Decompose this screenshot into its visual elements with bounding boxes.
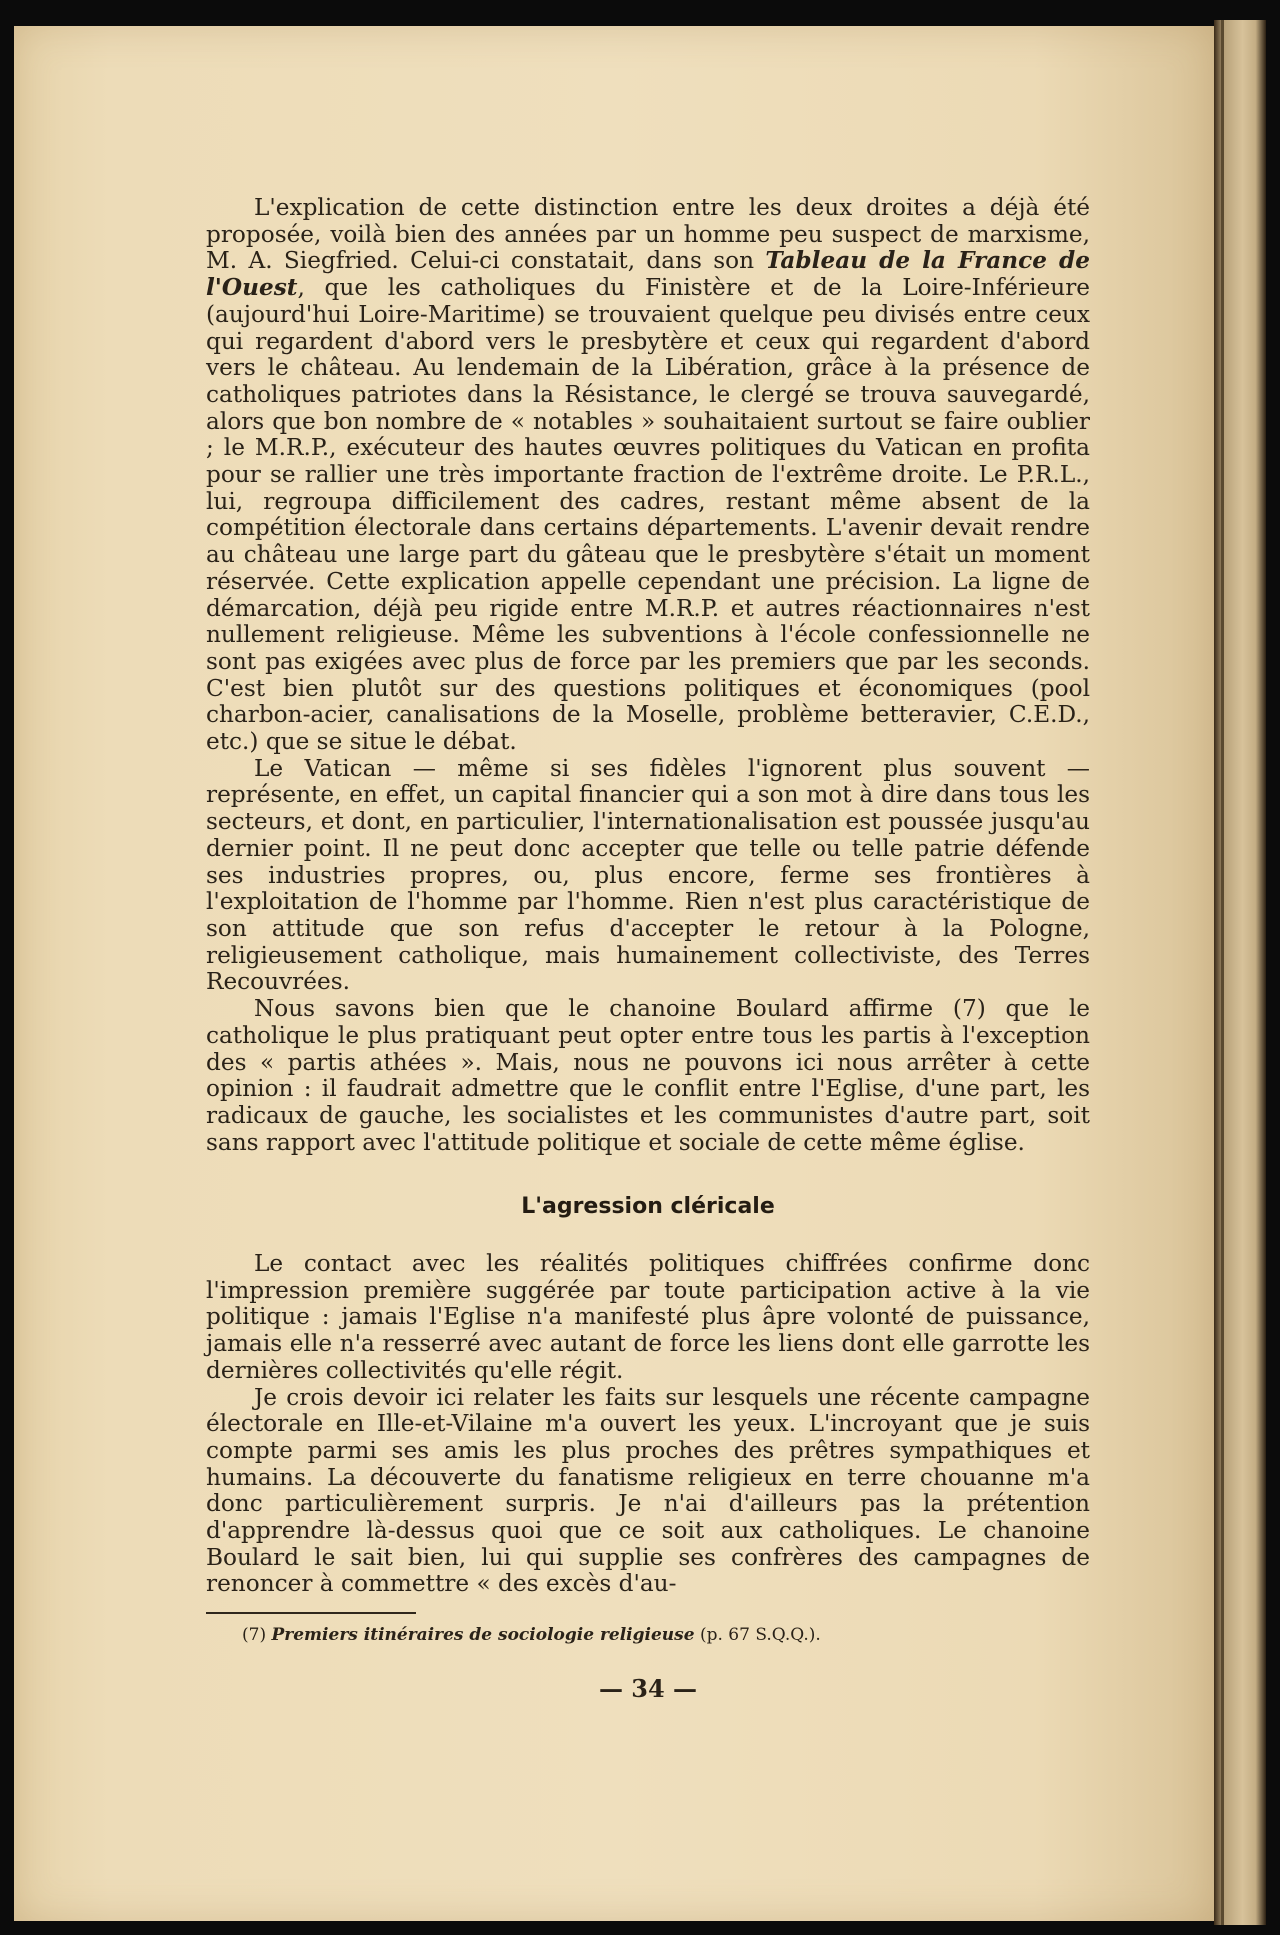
footnote-marker: (7) — [242, 1625, 267, 1646]
spine-edge — [1221, 20, 1224, 1925]
page-body — [206, 195, 1090, 1703]
paragraph-3: Nous savons bien que le chanoine Boulard affirme (7) que le catholique le plus pratiquant peut opter entre tous les partis à l'exception des « partis athées ». Mais, nous ne pouvons ici nous arrêter à cette opinion : il faudrait admettre que le conflit entre l'Eglise, d'une part, les radicaux de gauche, les socialistes et les communistes d'autre part, soit sans rapport avec l'attitude politique et sociale de cette même église. — [206, 995, 1090, 1156]
paragraph-1 — [206, 195, 1090, 756]
footnote — [242, 1624, 1090, 1646]
paragraph-4: Le contact avec les réalités politiques chiffrées confirme donc l'impression première suggérée par toute participation active à la vie politique : jamais l'Eglise n'a manifesté plus âpre volonté de puissance, jamais elle n'a resserré avec autant de force les liens dont elle garrotte les dernières collectivités qu'elle régit. — [206, 1250, 1090, 1384]
section-heading: L'agression cléricale — [521, 1194, 775, 1220]
paragraph-2: Le Vatican — même si ses fidèles l'ignorent plus souvent — représente, en effet, un capital financier qui a son mot à dire dans tous les secteurs, et dont, en particulier, l'internationalisation est poussée jusqu'au dernier point. Il ne peut donc accepter que telle ou telle patrie défende ses industries propres, ou, plus encore, ferme ses frontières à l'exploitation de l'homme par l'homme. Rien n'est plus caractéristique de son attitude que son refus d'accepter le retour à la Pologne, religieusement catholique, mais humainement collectiviste, des Terres Recouvrées. — [206, 754, 1090, 996]
page-number: — 34 — — [598, 1674, 698, 1704]
paragraph-1-rest: , que les catholiques du Finistère et de la Loire-Inférieure (aujourd'hui Loire-Maritime) se trouvaient quelque peu divisés entre ceux qui regardent d'abord vers le presbytère et ceux qui regardent d'abord vers le château. Au lendemain de la Libération, grâce à la présence de catholiques patriotes dans la Résistance, le clergé se trouva sauvegardé, alors que bon nombre de « notables » souhaitaient surtout se faire oublier ; le M.R.P., exécuteur des hautes œuvres politiques du Vatican en profita pour se rallier une très importante fraction de l'extrême droite. Le P.R.L., lui, regroupa difficilement des cadres, restant même absent de la compétition électorale dans certains départements. L'avenir devait rendre au château une large part du gâteau que le presbytère s'était un moment réservée. Cette explication appelle cependant une précision. La ligne de démarcation, déjà peu rigide entre M.R.P. et autres réactionnaires n'est nullement religieuse. Même les subventions à l'école confessionnelle ne sont pas exigées avec plus de force par les premiers que par les seconds. C'est bien plutôt sur des questions politiques et économiques (pool charbon-acier, canalisations de la Moselle, problème betteravier, C.E.D., etc.) que se situe le débat. — [206, 274, 1090, 756]
cited-work-title: Tableau de la France de l'Ouest — [206, 247, 1090, 302]
footnote-rule — [206, 1612, 416, 1614]
paragraph-1-start: L'explication de cette distinction entre les deux droites a déjà été proposée, voilà bien des années par un homme peu suspect de marxisme, M. A. Siegfried. Celui-ci constatait, dans son — [206, 194, 1090, 275]
footnote-ref: (p. 67 S.Q.Q.). — [699, 1625, 821, 1646]
paragraph-5: Je crois devoir ici relater les faits sur lesquels une récente campagne électorale en Ille-et-Vilaine m'a ouvert les yeux. L'incroyant que je suis compte parmi ses amis les plus proches des prêtres sympathiques et humains. La découverte du fanatisme religieux en terre chouanne m'a donc particulièrement surpris. Je n'ai d'ailleurs pas la prétention d'apprendre là-dessus quoi que ce soit aux catholiques. Le chanoine Boulard le sait bien, lui qui supplie ses confrères des campagnes de renoncer à commettre « des excès d'au- — [206, 1383, 1090, 1598]
footnote-title: Premiers itinéraires de sociologie religieuse — [271, 1625, 695, 1646]
